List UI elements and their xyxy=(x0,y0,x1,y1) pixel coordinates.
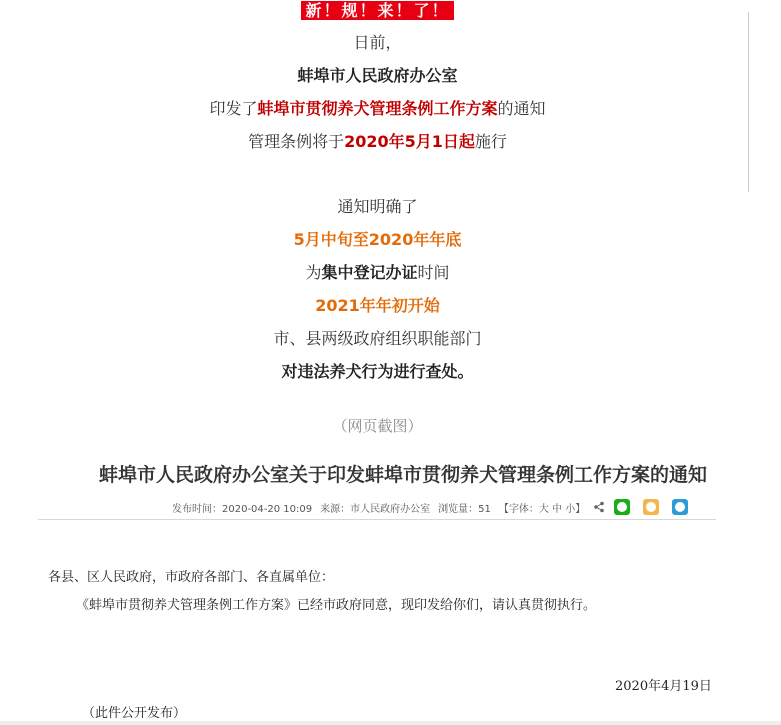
bottom-edge xyxy=(0,721,781,725)
side-scrollbar[interactable] xyxy=(748,12,751,192)
banner-line xyxy=(0,0,755,22)
text-line-4-highlight: 2020年5月1日起 xyxy=(344,132,475,151)
banner: 新！规！来！了！ xyxy=(301,1,453,20)
document-meta xyxy=(172,497,696,517)
divider xyxy=(38,519,716,520)
publish-time: 发布时间：2020-04-20 10:09 xyxy=(172,503,313,515)
text-line-4 xyxy=(0,131,755,153)
document-date: 2020年4月19日 xyxy=(615,679,712,694)
font-size-selector[interactable]: 【字体：大 中 小】 xyxy=(498,503,586,515)
document-body: 《蚌埠市贯彻养犬管理条例工作方案》已经市政府同意，现印发给你们，请认真贯彻执行。 xyxy=(76,598,597,613)
document-salutation: 各县、区人民政府，市政府各部门、各直属单位： xyxy=(48,570,335,585)
weibo-share-icon[interactable] xyxy=(643,499,659,515)
text-line-7-pre: 为 xyxy=(305,263,322,282)
text-line-10: 对违法养犬行为进行查处。 xyxy=(281,362,474,381)
share-icon[interactable] xyxy=(593,501,605,513)
text-line-9: 市、县两级政府组织职能部门 xyxy=(273,329,482,348)
document-title: 蚌埠市人民政府办公室关于印发蚌埠市贯彻养犬管理条例工作方案的通知 xyxy=(98,464,707,486)
text-line-7 xyxy=(0,262,755,284)
qq-share-icon[interactable] xyxy=(672,499,688,515)
text-line-3 xyxy=(0,98,755,120)
text-line-3-highlight: 蚌埠市贯彻养犬管理条例工作方案 xyxy=(257,99,498,118)
text-line-4-pre: 管理条例将于 xyxy=(248,132,345,151)
text-line-3-post: 的通知 xyxy=(497,99,546,118)
text-line-2: 蚌埠市人民政府办公室 xyxy=(297,66,458,85)
image-caption: （网页截图） xyxy=(332,417,423,435)
text-line-4-post: 施行 xyxy=(474,132,507,151)
text-line-1: 日前， xyxy=(353,33,402,52)
document-footnote: （此件公开发布） xyxy=(82,706,187,721)
view-count: 浏览量：51 xyxy=(438,503,491,515)
text-line-8: 2021年年初开始 xyxy=(315,296,440,315)
text-line-6: 5月中旬至2020年年底 xyxy=(293,230,462,249)
text-line-5: 通知明确了 xyxy=(337,197,418,216)
text-line-3-pre: 印发了 xyxy=(209,99,258,118)
text-line-7-post: 时间 xyxy=(417,263,450,282)
source: 来源：市人民政府办公室 xyxy=(320,503,431,515)
text-line-7-bold: 集中登记办证 xyxy=(321,263,418,282)
wechat-share-icon[interactable] xyxy=(614,499,630,515)
